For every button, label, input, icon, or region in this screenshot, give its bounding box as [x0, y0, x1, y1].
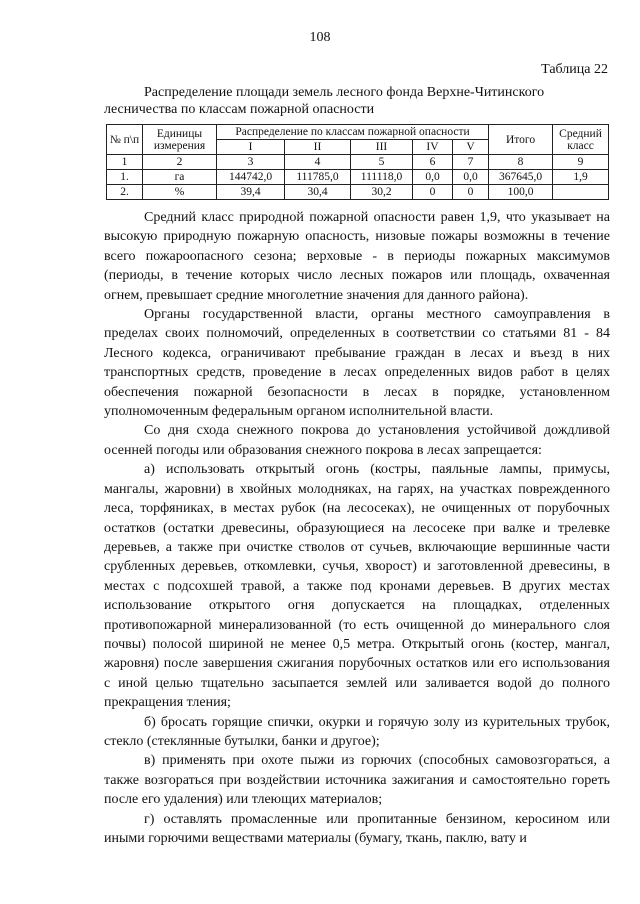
header-distribution: Распределение по классам пожарной опасности — [217, 125, 489, 140]
paragraph: б) бросать горящие спички, окурки и горячую золу из курительных трубок, стекло (стеклянные бутылки, банки и другое); — [104, 714, 610, 749]
table-cell: 100,0 — [489, 185, 553, 200]
table-cell: 0,0 — [413, 170, 453, 185]
page-number: 108 — [309, 30, 331, 45]
header-class: II — [285, 140, 351, 155]
table-cell: 367645,0 — [489, 170, 553, 185]
table-cell: 1,9 — [553, 170, 609, 185]
index-cell: 4 — [285, 155, 351, 170]
index-cell: 7 — [453, 155, 489, 170]
paragraph: Средний класс природной пожарной опасности равен 1,9, что указывает на высокую природную пожарную опасность, низовые пожары возможны в течение всего пожароопасного сезона; верховые - в периоды пожарных максимумов (периоды, в течение которых число лесных пожаров или площадь, охваченная огнем, превышает средние многолетние значения для данного района). — [104, 210, 610, 303]
paragraph: Со дня схода снежного покрова до установления устойчивой дождливой осенней погоды или образования снежного покрова в лесах запрещается: — [104, 423, 610, 458]
table-index-row — [107, 155, 609, 170]
header-unit: Единицы измерения — [143, 125, 217, 155]
paragraph: г) оставлять промасленные или пропитанные бензином, керосином или иными горючими веществами материалы (бумагу, ткань, паклю, вату и — [104, 811, 610, 846]
index-cell: 3 — [217, 155, 285, 170]
table-cell: 144742,0 — [217, 170, 285, 185]
table-row — [107, 170, 609, 185]
index-cell: 8 — [489, 155, 553, 170]
table-cell: 2. — [107, 185, 143, 200]
table-cell: 0,0 — [453, 170, 489, 185]
header-class: V — [453, 140, 489, 155]
index-cell: 1 — [107, 155, 143, 170]
table-cell: 39,4 — [217, 185, 285, 200]
header-class: IV — [413, 140, 453, 155]
index-cell: 9 — [553, 155, 609, 170]
table-cell: 111118,0 — [351, 170, 413, 185]
table-row — [107, 185, 609, 200]
table-cell — [553, 185, 609, 200]
table-cell: % — [143, 185, 217, 200]
table-cell: 1. — [107, 170, 143, 185]
header-total: Итого — [489, 125, 553, 155]
table-cell: 30,4 — [285, 185, 351, 200]
table-header-row — [107, 125, 609, 140]
paragraph: в) применять при охоте пыжи из горючих (способных самовозгораться, а также возгораться при воздействии источника зажигания и самостоятельно гореть после его удаления) или тлеющих материалов; — [104, 753, 610, 808]
header-num: № п\п — [107, 125, 143, 155]
table-label: Таблица 22 — [541, 62, 608, 77]
table-cell: 30,2 — [351, 185, 413, 200]
index-cell: 2 — [143, 155, 217, 170]
table-caption — [104, 84, 608, 118]
index-cell: 5 — [351, 155, 413, 170]
body-text — [104, 208, 610, 848]
paragraph: Органы государственной власти, органы местного самоуправления в пределах своих полномочий, определенных в соответствии со статьями 81 - 84 Лесного кодекса, ограничивают пребывание граждан в лесах и въезд в них транспортных средств, проведение в лесах определенных видов работ в целях обеспечения пожарной безопасности в лесах в порядке, установленном уполномоченным федеральным органом исполнительной власти. — [104, 307, 610, 420]
table-cell: га — [143, 170, 217, 185]
header-class: III — [351, 140, 413, 155]
header-class: I — [217, 140, 285, 155]
table-cell: 111785,0 — [285, 170, 351, 185]
paragraph: а) использовать открытый огонь (костры, паяльные лампы, примусы, мангалы, жаровни) в хвойных молодняках, на гарях, на участках поврежденного леса, торфяниках, в местах рубок (на лесосеках), не очищенных от порубочных остатков (остатки древесины, образующиеся на лесосеке при валке и трелевке деревьев, а также при очистке стволов от сучьев, включающие вершинные части срубленных деревьев, откомлевки, сучья, хворост) и заготовленной древесины, в местах с подсохшей травой, а также под кронами деревьев. В других местах использование открытого огня допускается на площадках, отделенных противопожарной минерализованной (то есть очищенной до минерального слоя почвы) полосой шириной не менее 0,5 метра. Открытый огонь (костер, мангал, жаровня) после завершения сжигания порубочных остатков или его использования с иной целью тщательно засыпается землей или заливается водой до полного прекращения тления; — [104, 462, 610, 711]
caption-line-2: лесничества по классам пожарной опасности — [104, 102, 375, 117]
index-cell: 6 — [413, 155, 453, 170]
caption-line-1: Распределение площади земель лесного фонда Верхне-Читинского — [144, 85, 545, 100]
table-cell: 0 — [453, 185, 489, 200]
header-avg-class: Средний класс — [553, 125, 609, 155]
fire-class-table — [106, 124, 609, 200]
table-cell: 0 — [413, 185, 453, 200]
